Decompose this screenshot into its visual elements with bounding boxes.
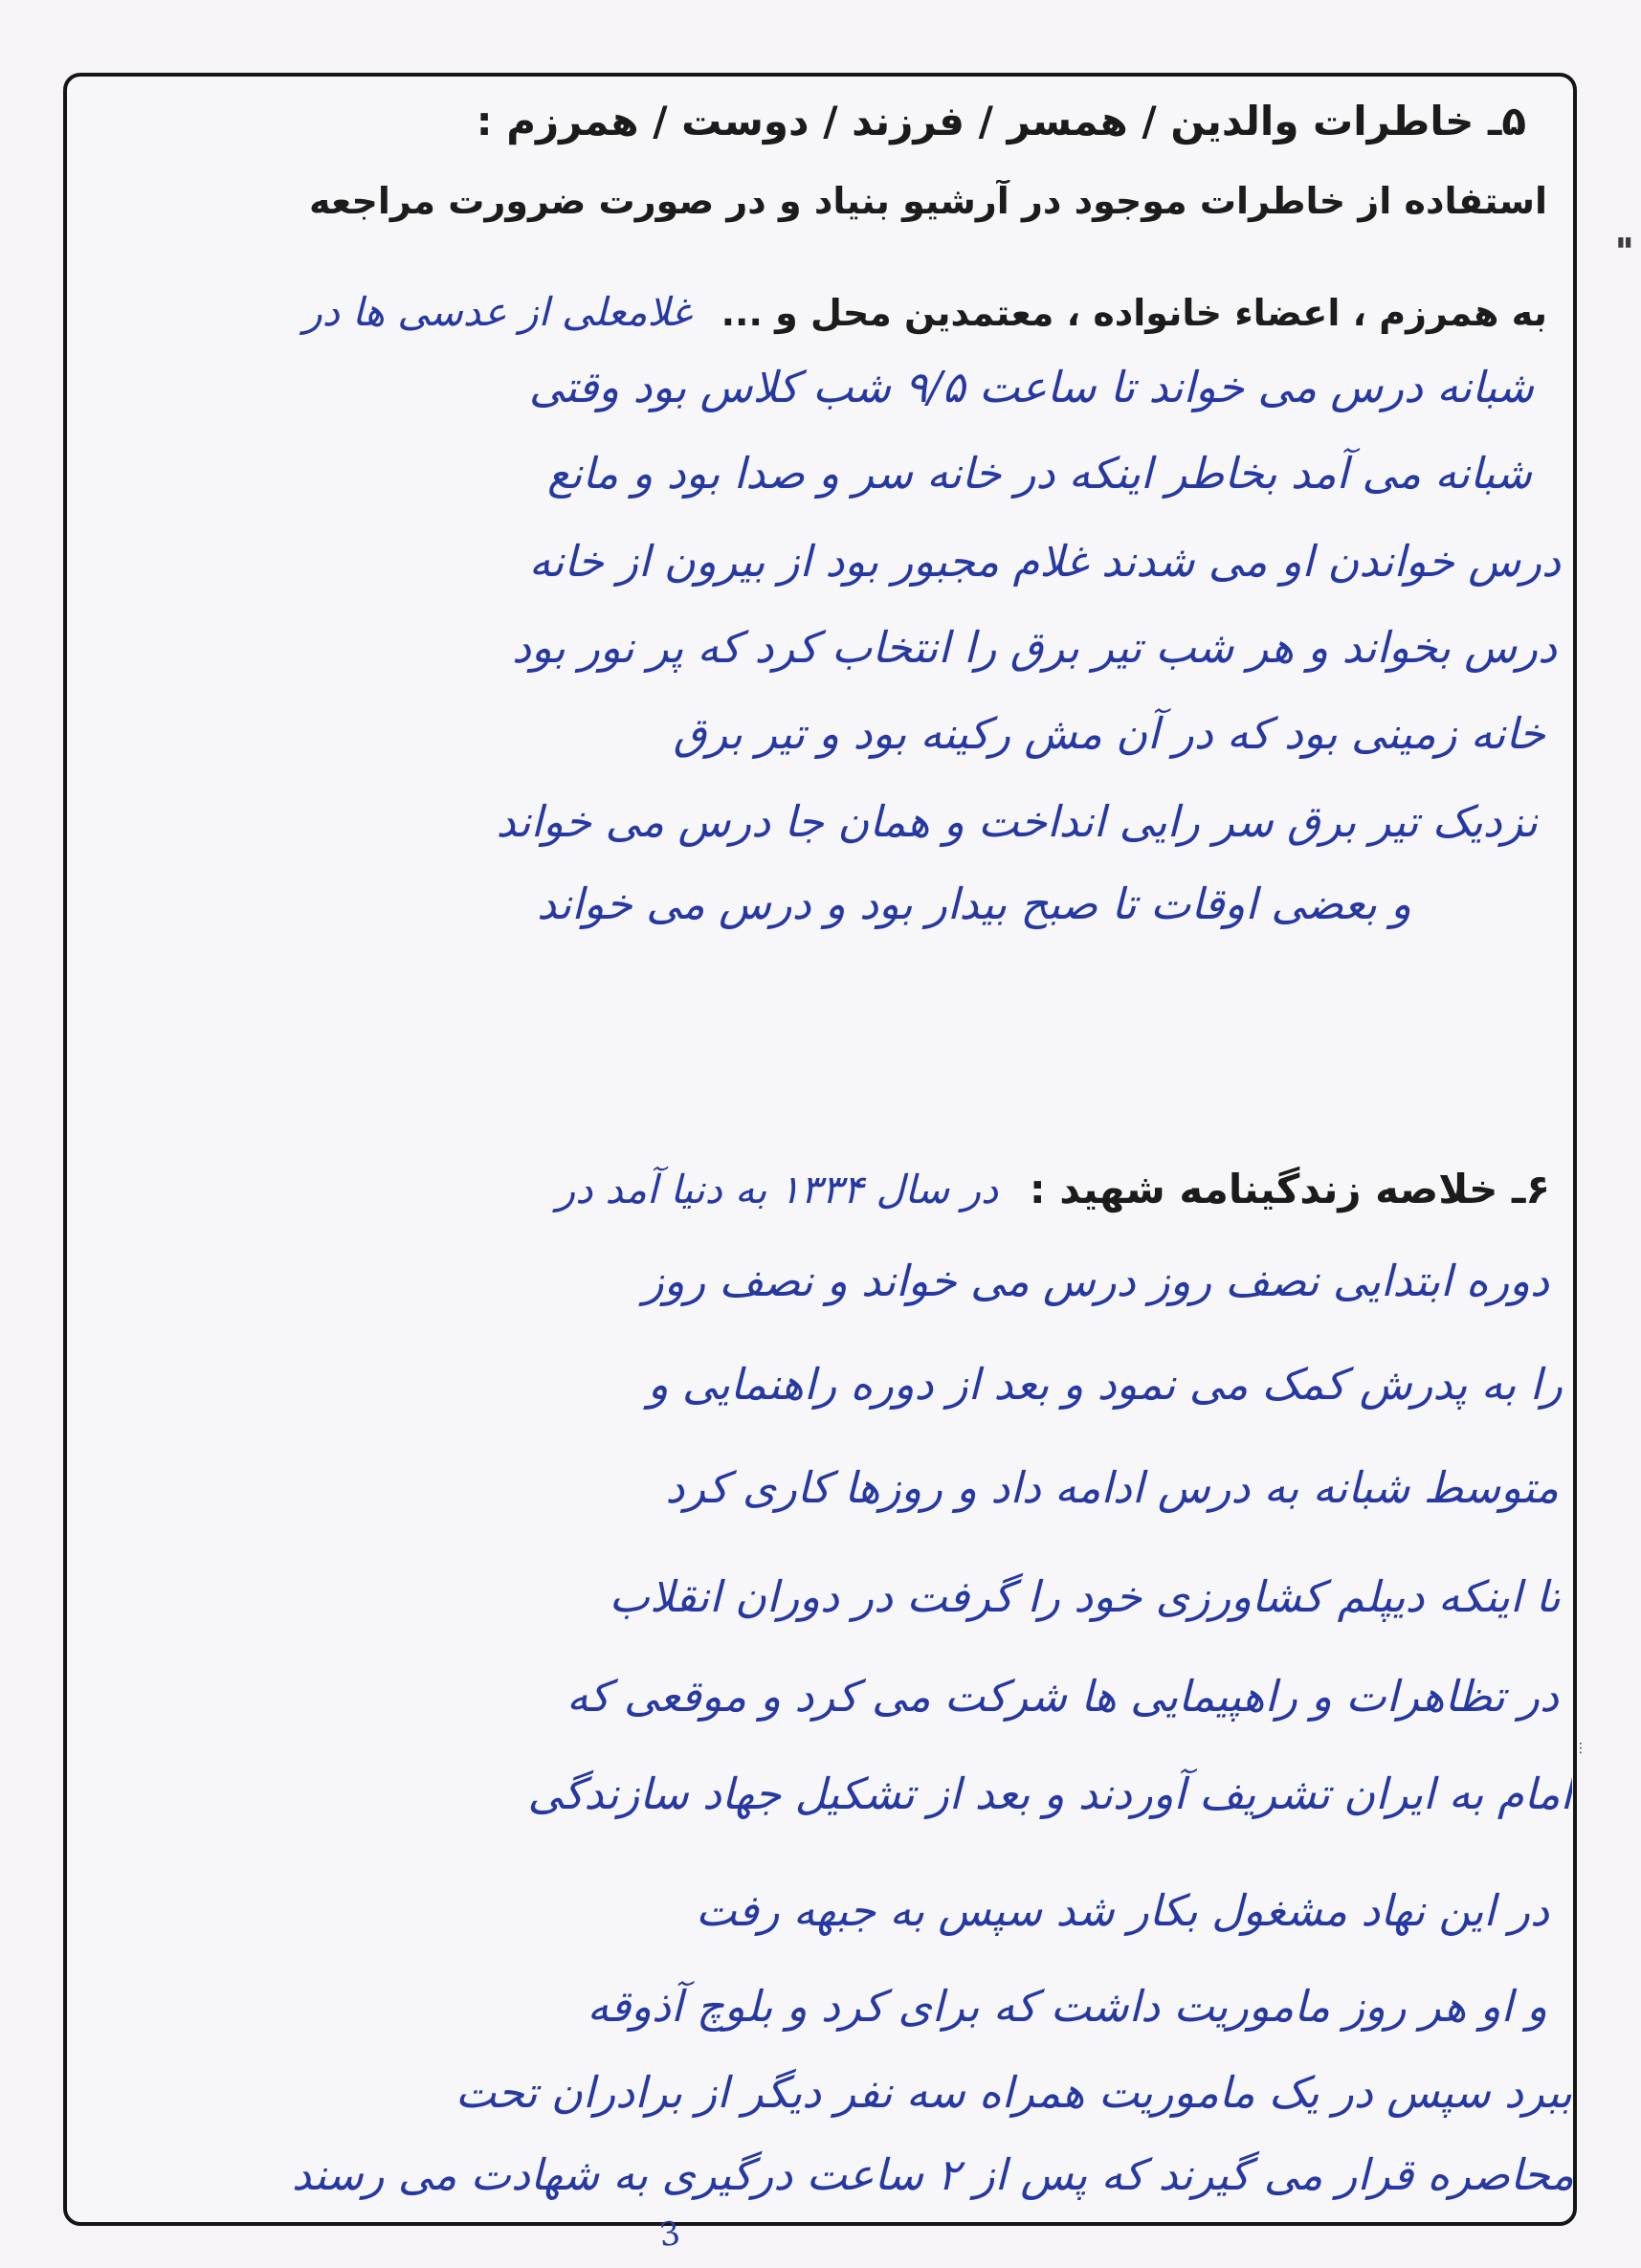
section-5-instruction-line-1: استفاده از خاطرات موجود در آرشیو بنیاد و در صورت ضرورت مراجعه — [308, 180, 1547, 222]
section-5-handwritten-line-5: خانه زمینی بود که در آن مش رکینه بود و تیر برق — [673, 708, 1545, 759]
section-5-handwritten-line-3: درس خواندن او می شدند غلام مجبور بود از بیرون از خانه — [528, 536, 1561, 587]
section-6-handwritten-line-3: متوسط شبانه به درس ادامه داد و روزها کاری کرد — [665, 1462, 1559, 1513]
page-number: 3 — [656, 2213, 683, 2256]
section-5-handwritten-line-4: درس بخواند و هر شب تیر برق را انتخاب کرد که پر نور بود — [512, 622, 1557, 673]
section-6-handwritten-line-2: را به پدرش کمک می نمود و بعد از دوره راهنمایی و — [647, 1359, 1563, 1410]
section-5-instruction-text: به همرزم ، اعضاء خانواده ، معتمدین محل و ... — [721, 292, 1547, 334]
section-5-instruction-line-2 — [102, 289, 1547, 343]
section-6-handwritten-line-10: محاصره قرار می گیرند که پس از ۲ ساعت درگیری به شهادت می رسند — [291, 2149, 1574, 2200]
section-5-handwritten-line-6: نزدیک تیر برق سر رایی انداخت و همان جا درس می خواند — [496, 796, 1538, 847]
section-5-heading: ۵ـ خاطرات والدین / همسر / فرزند / دوست / همرزم : — [476, 98, 1526, 145]
section-5-handwritten-line-2: شبانه می آمد بخاطر اینکه در خانه سر و صدا بود و مانع — [546, 448, 1532, 499]
section-6-heading: ۶ـ خلاصه زندگینامه شهید : — [1029, 1166, 1550, 1212]
section-6-handwritten-line-4: تا اینکه دیپلم کشاورزی خود را گرفت در دوران انقلاب — [609, 1571, 1561, 1622]
section-6-heading-line — [96, 1166, 1550, 1229]
margin-dots: ⋮ — [1574, 1741, 1587, 1756]
section-6-handwritten-line-1: دوره ابتدایی نصف روز درس می خواند و نصف روز — [643, 1256, 1549, 1306]
section-6-handwritten-line-9: ببرد سپس در یک ماموریت همراه سه نفر دیگر از برادران تحت — [455, 2067, 1572, 2118]
section-6-handwritten-line-6: امام به ایران تشریف آوردند و بعد از تشکیل جهاد سازندگی — [527, 1768, 1572, 1819]
section-5-handwritten-start: غلامعلی از عدسی ها در — [302, 289, 692, 335]
section-5-handwritten-line-7: و بعضی اوقات تا صبح بیدار بود و درس می خواند — [537, 878, 1411, 929]
section-5-handwritten-line-1: شبانه درس می خواند تا ساعت ۹/۵ شب کلاس بود وقتی — [528, 362, 1534, 412]
section-6-handwritten-line-7: در این نهاد مشغول بکار شد سپس به جبهه رفت — [696, 1885, 1549, 1936]
section-6-handwritten-start: در سال ۱۳۳۴ به دنیا آمد در — [556, 1167, 999, 1212]
section-6-handwritten-line-5: در تظاهرات و راهپیمایی ها شرکت می کرد و موقعی که — [566, 1671, 1559, 1722]
binding-marks: ▮▮ — [1617, 234, 1632, 250]
section-6-handwritten-line-8: و او هر روز ماموریت داشت که برای کرد و بلوچ آذوقه — [587, 1981, 1547, 2032]
